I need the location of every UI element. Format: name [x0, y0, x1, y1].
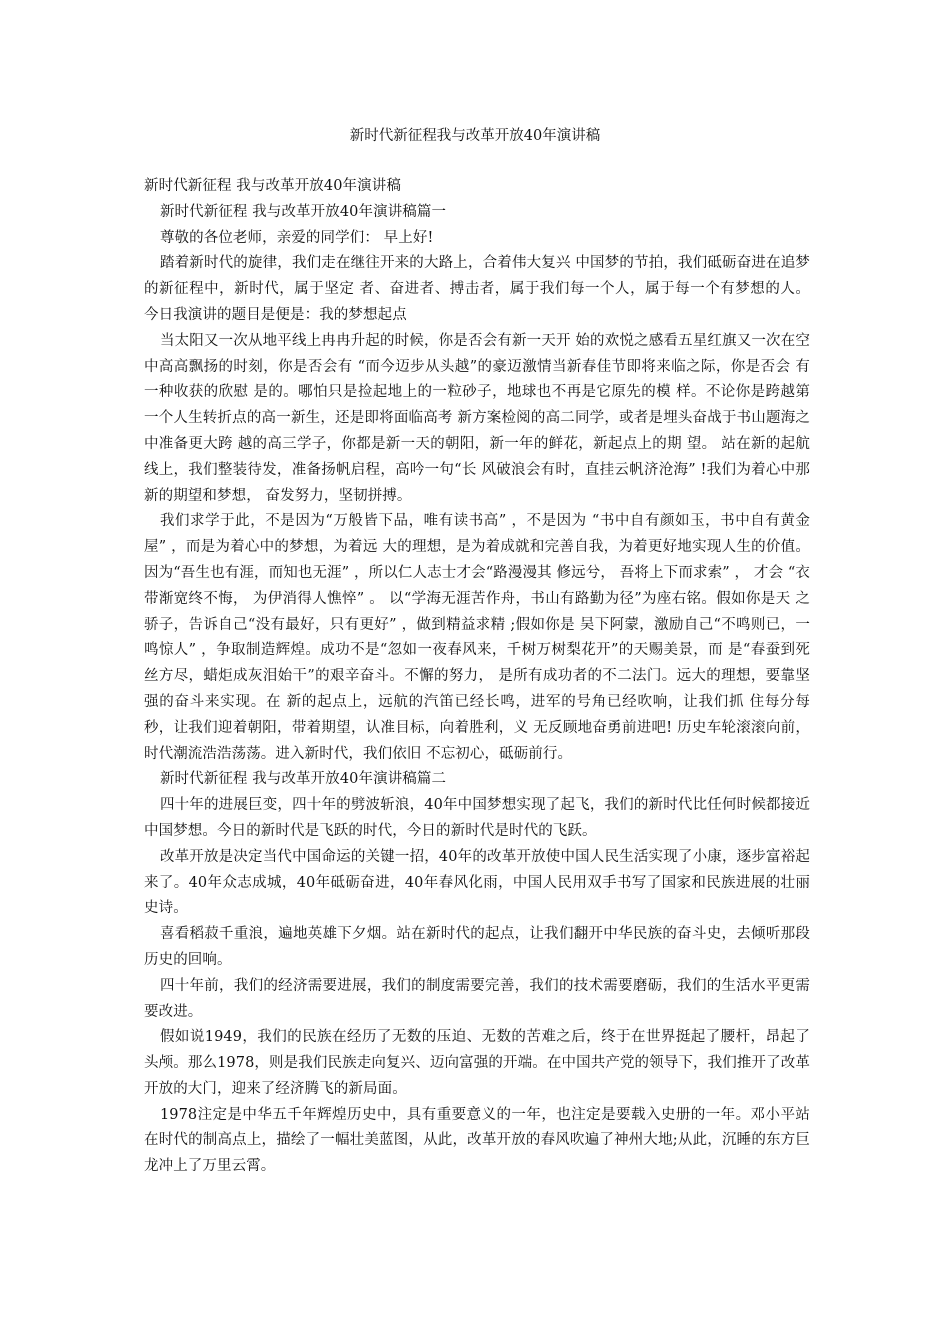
section-heading-one: 新时代新征程 我与改革开放40年演讲稿篇一	[159, 203, 447, 220]
paragraph-heading: 新时代新征程 我与改革开放40年演讲稿	[144, 178, 401, 194]
paragraph: 假如说1949，我们的民族在经历了无数的压迫、无数的苦难之后，终于在世界挺起了腰杆，昂起了头颅。那么1978，则是我们民族走向复兴、迈向富强的开端。在中国共产党的领导下，我们推开了改革开放的大门，迎来了经济腾飞的新局面。	[144, 1029, 810, 1097]
paragraph: 四十年的进展巨变，四十年的劈波斩浪，40年中国梦想实现了起飞，我们的新时代比任何时候都接近中国梦想。今日的新时代是飞跃的时代，今日的新时代是时代的飞跃。	[144, 797, 810, 839]
paragraph: 当太阳又一次从地平线上冉冉升起的时候，你是否会有新一天开 始的欢悦之感看五星红旗又一次在空中高高飘扬的时刻，你是否会有 “而今迈步从头越”的豪迈激情当新春佳节即将来临之际，你是否会 有一种收获的欣慰 是的。哪怕只是捡起地上的一粒砂子，地球也不再是它原先的模 样。不论你是跨越第一个人生转折点的高一新生，还是即将面临高考 新方案检阅的高二同学，或者是埋头奋战于书山题海之中准备更大跨 越的高三学子，你都是新一天的朝阳，新一年的鲜花，新起点上的期 望。 站在新的起航线上，我们整装待发，准备扬帆启程，高吟一句“长 风破浪会有时，直挂云帆济沧海” !我们为着心中那新的期望和梦想， 奋发努力，坚韧拼搏。	[144, 332, 810, 504]
paragraph: 我们求学于此，不是因为“万般皆下品，唯有读书高” ，不是因为 “书中自有颜如玉，书中自有黄金屋” ，而是为着心中的梦想，为着远 大的理想，是为着成就和完善自我，为着更好地实现人生的价值。 因为“吾生也有涯，而知也无涯” ，所以仁人志士才会“路漫漫其 修远兮， 吾将上下而求索” ， 才会 “衣带渐宽终不悔， 为伊消得人憔悴” 。 以“学海无涯苦作舟，书山有路勤为径”为座右铭。假如你是天 之骄子，告诉自己“没有最好，只有更好” ，做到精益求精 ;假如你是 吴下阿蒙，激励自己“不鸣则已，一鸣惊人” ，争取制造辉煌。成功不是“忽如一夜春风来，千树万树梨花开”的天赐美景，而 是“春蚕到死丝方尽，蜡炬成灰泪始干”的艰辛奋斗。不懈的努力， 是所有成功者的不二法门。远大的理想，要靠坚强的奋斗来实现。在 新的起点上，远航的汽笛已经长鸣，进军的号角已经吹响，让我们抓 住每分每秒，让我们迎着朝阳，带着期望，认准目标，向着胜利，义 无反顾地奋勇前进吧! 历史车轮滚滚向前，时代潮流浩浩荡荡。进入新时代，我们依旧 不忘初心，砥砺前行。	[144, 513, 810, 762]
section-heading-two: 新时代新征程 我与改革开放40年演讲稿篇二	[159, 771, 447, 788]
paragraph-greeting: 尊敬的各位老师，亲爱的同学们： 早上好!	[159, 229, 434, 246]
document-title: 新时代新征程我与改革开放40年演讲稿	[349, 128, 601, 144]
paragraph: 改革开放是决定当代中国命运的关键一招，40年的改革开放使中国人民生活实现了小康，逐步富裕起来了。40年众志成城，40年砥砺奋进，40年春风化雨，中国人民用双手书写了国家和民族进展的壮丽史诗。	[144, 848, 810, 917]
document-body	[144, 174, 810, 1180]
paragraph: 踏着新时代的旋律，我们走在继往开来的大路上，合着伟大复兴 中国梦的节拍，我们砥砺奋进在追梦的新征程中，新时代，属于坚定 者、奋进者、搏击者，属于我们每一个人，属于每一个有梦想的人。 今日我演讲的题目是便是：我的梦想起点	[144, 255, 810, 323]
paragraph: 喜看稻菽千重浪，遍地英雄下夕烟。站在新时代的起点，让我们翻开中华民族的奋斗史，去倾听那段历史的回响。	[144, 926, 810, 968]
paragraph: 1978注定是中华五千年辉煌历史中，具有重要意义的一年，也注定是要载入史册的一年。邓小平站在时代的制高点上，描绘了一幅壮美蓝图，从此，改革开放的春风吹遍了神州大地;从此，沉睡的东方巨龙冲上了万里云霄。	[144, 1106, 810, 1175]
paragraph: 四十年前，我们的经济需要进展，我们的制度需要完善，我们的技术需要磨砺，我们的生活水平更需要改进。	[144, 977, 810, 1020]
